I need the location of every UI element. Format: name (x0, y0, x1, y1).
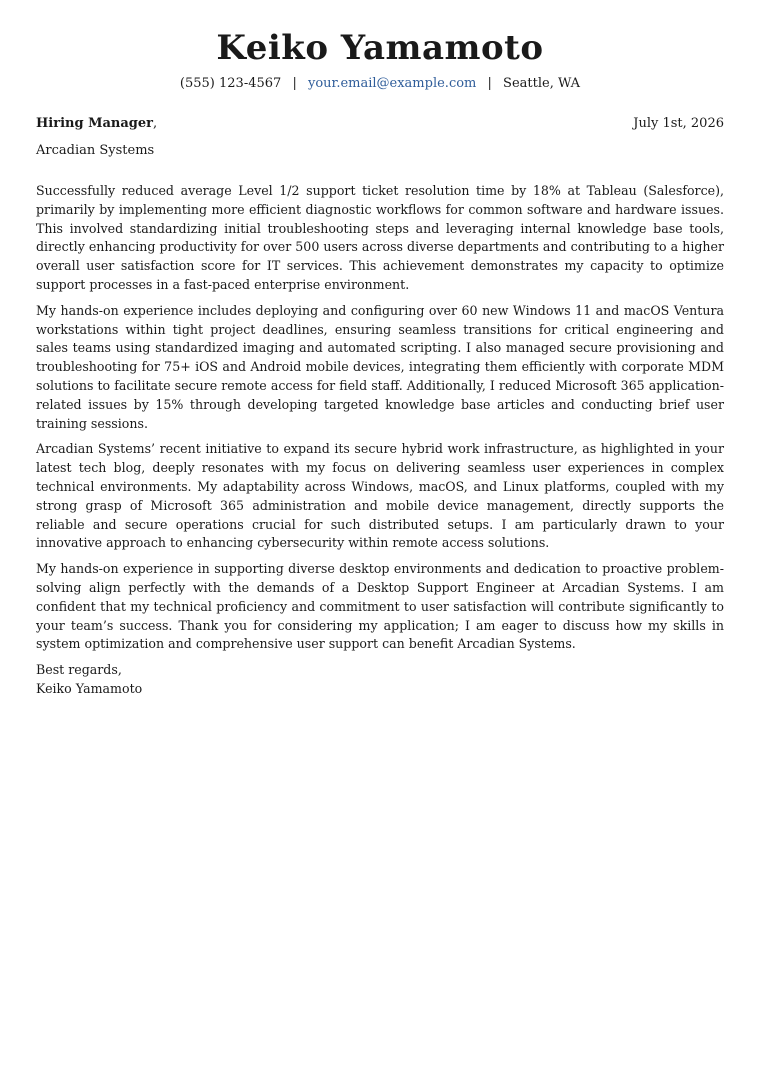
location: Seattle, WA (503, 76, 581, 91)
body-paragraph: My hands-on experience includes deploying and configuring over 60 new Windows 11 and macOS Ventura workstations within tight project deadlines, ensuring seamless transitions for critical engineering and sales teams using standardized imaging and automated scripting. I also managed secure provisioning and troubleshooting for 75+ iOS and Android mobile devices, integrating them efficiently with corporate MDM solutions to facilitate secure remote access for field staff. Additionally, I reduced Microsoft 365 application-related issues by 15% through developing targeted knowledge base articles and conducting brief user training sessions. (36, 302, 724, 431)
contact-line (36, 75, 724, 93)
recipient-name-suffix: , (152, 116, 158, 131)
body-paragraph: My hands-on experience in supporting diverse desktop environments and dedication to proactive problem-solving align perfectly with the demands of a Desktop Support Engineer at Arcadian Systems. I am confident that my technical proficiency and commitment to user satisfaction will contribute significantly to your team’s success. Thank you for considering my application; I am eager to discuss how my skills in system optimization and comprehensive user support can benefit Arcadian Systems. (36, 561, 724, 652)
body-paragraph: Arcadian Systems’ recent initiative to expand its secure hybrid work infrastructure, as highlighted in your latest tech blog, deeply resonates with my focus on delivering seamless user experiences in complex technical environments. My adaptability across Windows, macOS, and Linux platforms, coupled with my strong grasp of Microsoft 365 administration and mobile device management, directly supports the reliable and secure operations crucial for such distributed setups. I am particularly drawn to your innovative approach to enhancing cybersecurity within remote access solutions. (36, 441, 724, 551)
closing-block (36, 661, 724, 699)
signature-name: Keiko Yamamoto (36, 680, 143, 696)
recipient-greeting (36, 115, 157, 133)
letter-date: July 1st, 2026 (633, 116, 724, 131)
body-paragraph: Successfully reduced average Level 1/2 support ticket resolution time by 18% at Tableau (Salesforce), primarily by implementing more efficient diagnostic workflows for common software and hardware issues. This involved standardizing initial troubleshooting steps and leveraging internal knowledge base tools, directly enhancing productivity for over 500 users across diverse departments and contributing to a higher overall user satisfaction score for IT services. This achievement demonstrates my capacity to optimize support processes in a fast-paced enterprise environment. (36, 183, 724, 292)
letter-body (36, 182, 724, 654)
closing-salutation: Best regards, (36, 662, 122, 678)
recipient-company: Arcadian Systems (36, 143, 155, 158)
contact-separator: | (487, 76, 492, 91)
recipient-name: Hiring Manager (36, 116, 153, 131)
recipient-date-row (36, 115, 724, 133)
applicant-name: Keiko Yamamoto (216, 28, 544, 68)
contact-separator: | (292, 76, 297, 91)
cover-letter-page (36, 28, 724, 699)
phone-number: (555) 123-4567 (179, 76, 282, 91)
email-link[interactable]: your.email@example.com (307, 76, 477, 91)
